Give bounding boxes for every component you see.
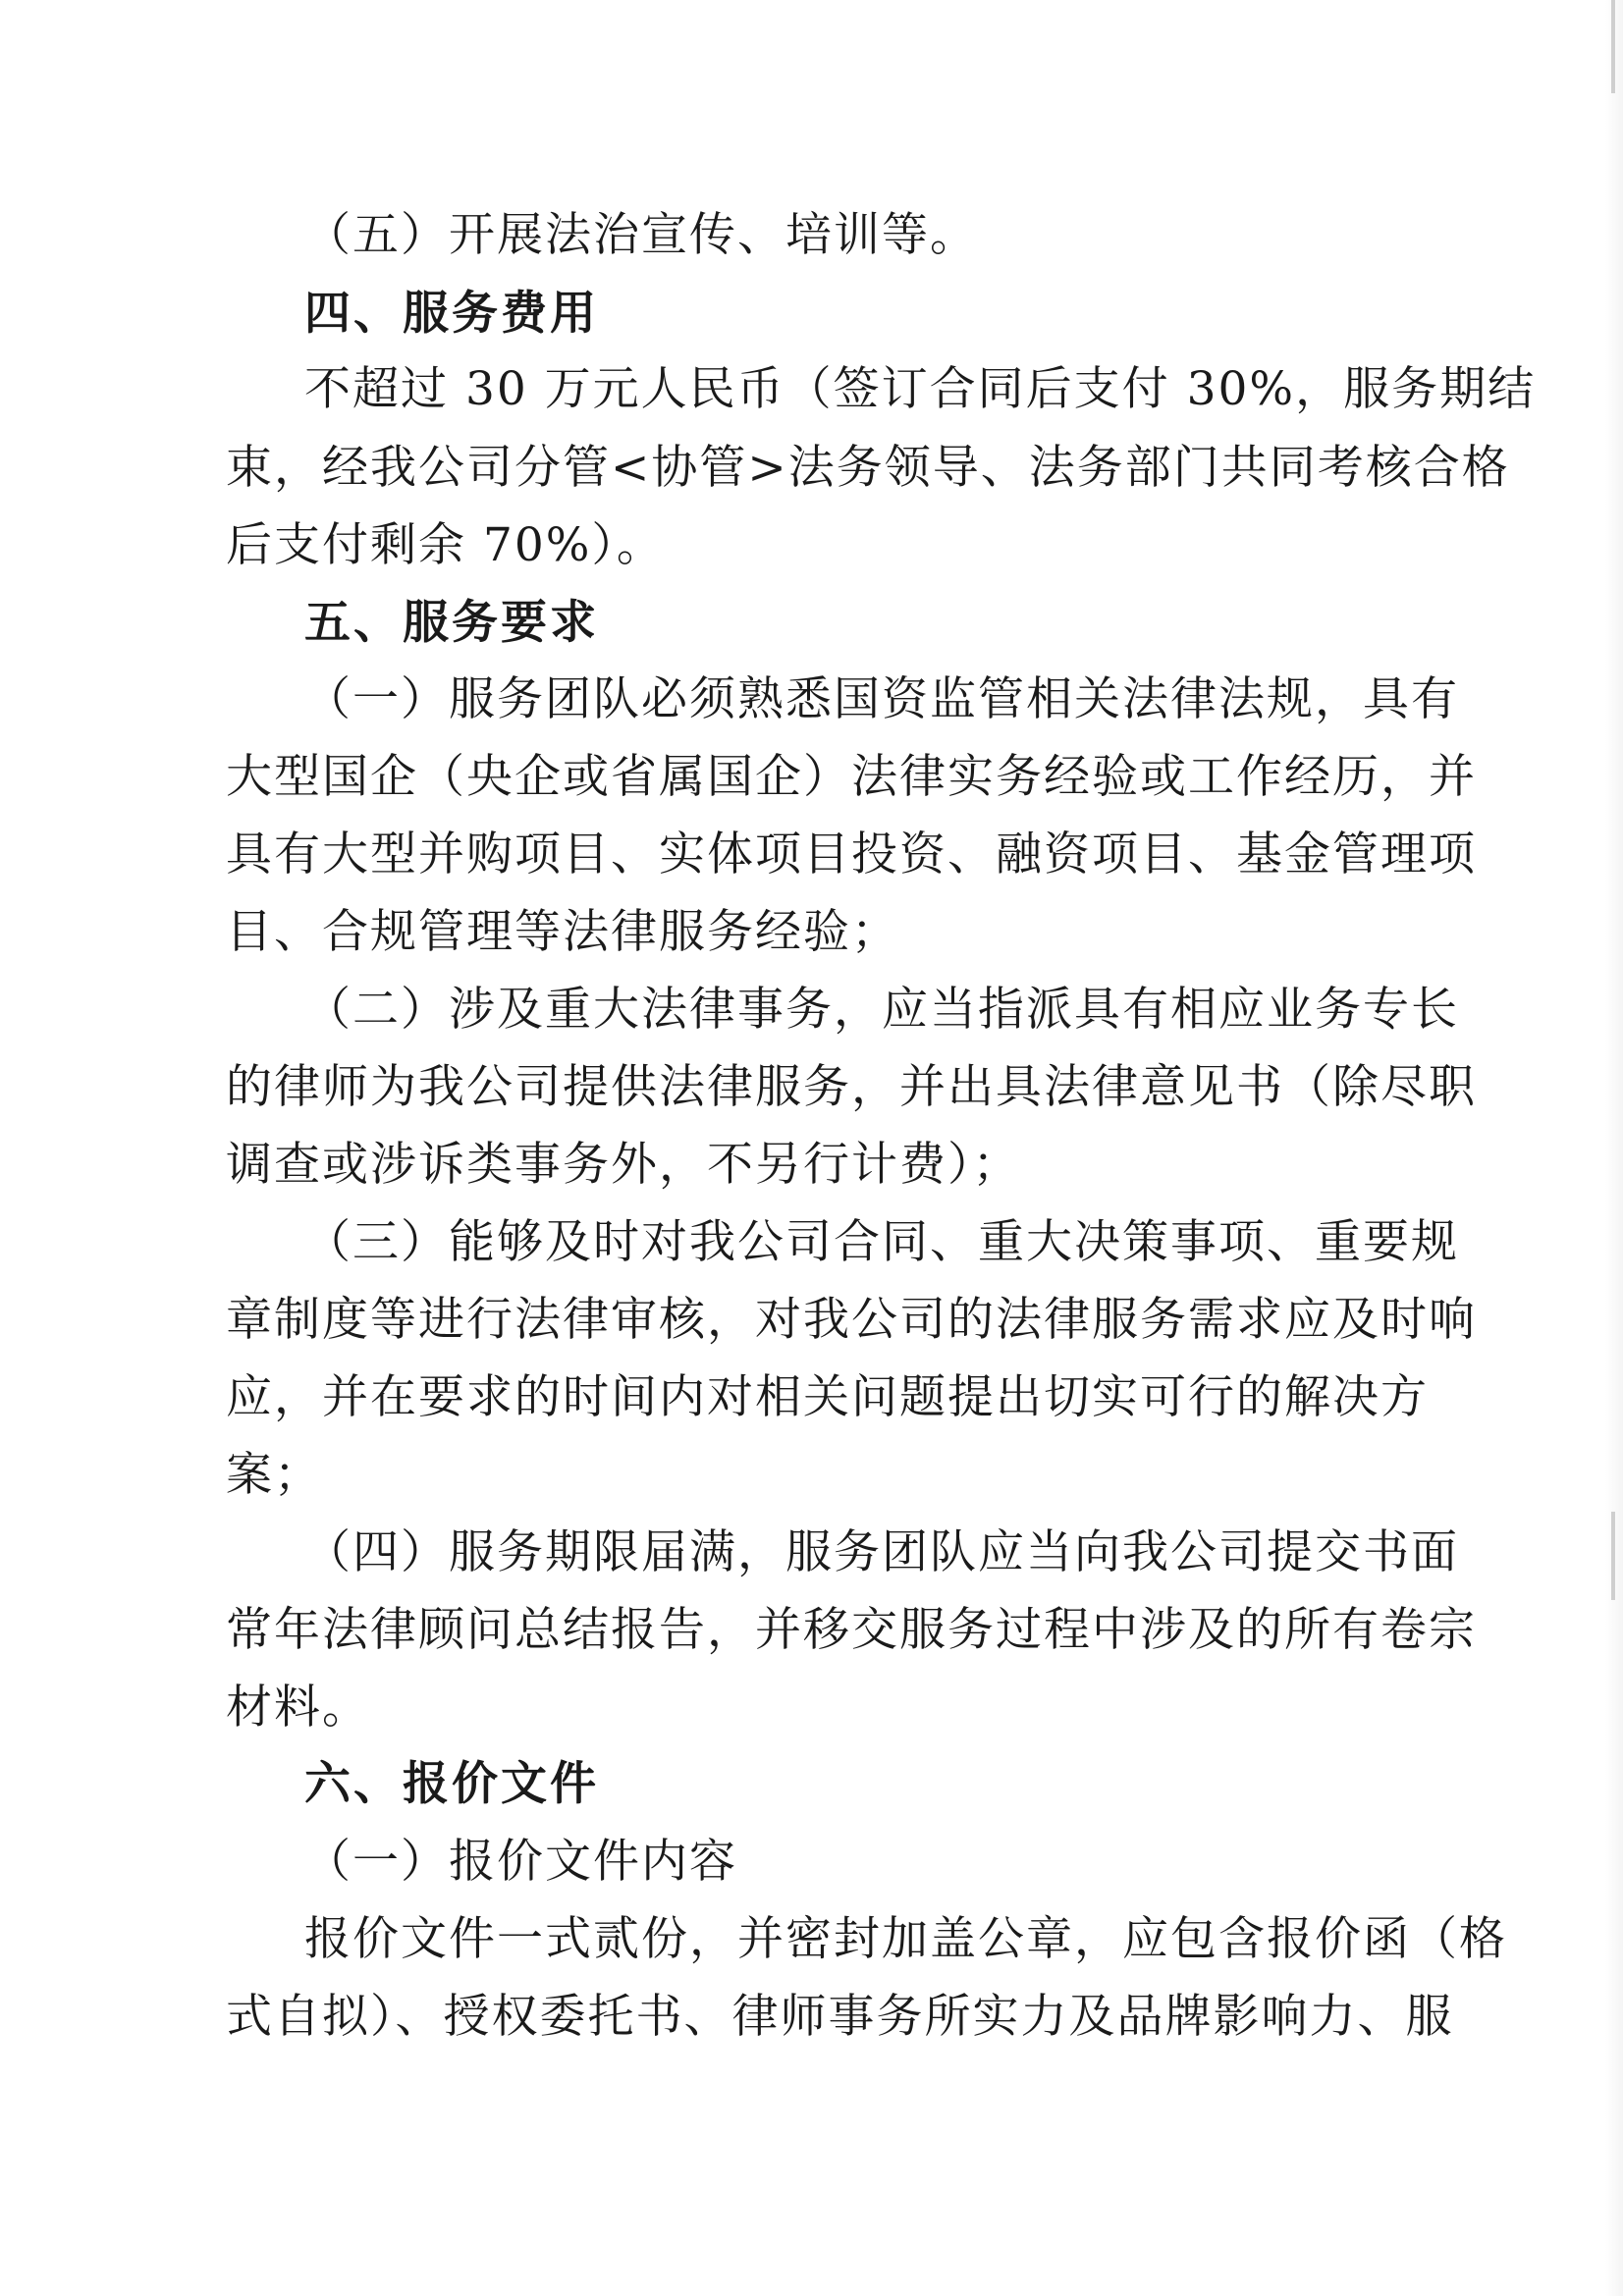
requirement-4-line-2: 常年法律顾问总结报告，并移交服务过程中涉及的所有卷宗 — [226, 1603, 1477, 1657]
section-heading-service-requirements: 五、服务要求 — [304, 596, 599, 650]
scan-edge-mark — [1611, 1512, 1615, 1600]
quotation-paragraph-line-1: 报价文件一式贰份，并密封加盖公章，应包含报价函（格 — [304, 1912, 1507, 1966]
fee-paragraph-line-3: 后支付剩余 70%）。 — [226, 518, 665, 572]
requirement-4-line-3: 材料。 — [226, 1681, 370, 1735]
requirement-1-line-1: （一）服务团队必须熟悉国资监管相关法律法规，具有 — [304, 672, 1459, 726]
requirement-1-line-4: 目、合规管理等法律服务经验； — [226, 905, 899, 959]
paragraph-item-5-line: （五）开展法治宣传、培训等。 — [304, 208, 978, 262]
requirement-2-line-1: （二）涉及重大法律事务，应当指派具有相应业务专长 — [304, 983, 1459, 1037]
requirement-3-line-4: 案； — [226, 1448, 322, 1502]
requirement-2-line-3: 调查或涉诉类事务外，不另行计费）； — [226, 1138, 1021, 1192]
requirement-4-line-1: （四）服务期限届满，服务团队应当向我公司提交书面 — [304, 1525, 1459, 1579]
requirement-3-line-2: 章制度等进行法律审核，对我公司的法律服务需求应及时响 — [226, 1293, 1477, 1347]
scan-edge-mark — [1611, 0, 1615, 93]
quotation-paragraph-line-2: 式自拟）、授权委托书、律师事务所实力及品牌影响力、服 — [226, 1990, 1454, 2044]
scan-edge-shadow — [1605, 0, 1623, 2296]
section-heading-quotation-documents: 六、报价文件 — [304, 1757, 599, 1811]
fee-paragraph-line-2: 束，经我公司分管<协管>法务领导、法务部门共同考核合格 — [226, 441, 1510, 495]
requirement-1-line-3: 具有大型并购项目、实体项目投资、融资项目、基金管理项 — [226, 828, 1477, 881]
subsection-quotation-content: （一）报价文件内容 — [304, 1835, 737, 1889]
requirement-1-line-2: 大型国企（央企或省属国企）法律实务经验或工作经历，并 — [226, 750, 1477, 804]
section-heading-service-fee: 四、服务费用 — [304, 287, 599, 341]
requirement-3-line-3: 应，并在要求的时间内对相关问题提出切实可行的解决方 — [226, 1370, 1429, 1424]
requirement-2-line-2: 的律师为我公司提供法律服务，并出具法律意见书（除尽职 — [226, 1060, 1477, 1114]
requirement-3-line-1: （三）能够及时对我公司合同、重大决策事项、重要规 — [304, 1215, 1459, 1269]
fee-paragraph-line-1: 不超过 30 万元人民币（签订合同后支付 30%，服务期结 — [304, 362, 1537, 416]
